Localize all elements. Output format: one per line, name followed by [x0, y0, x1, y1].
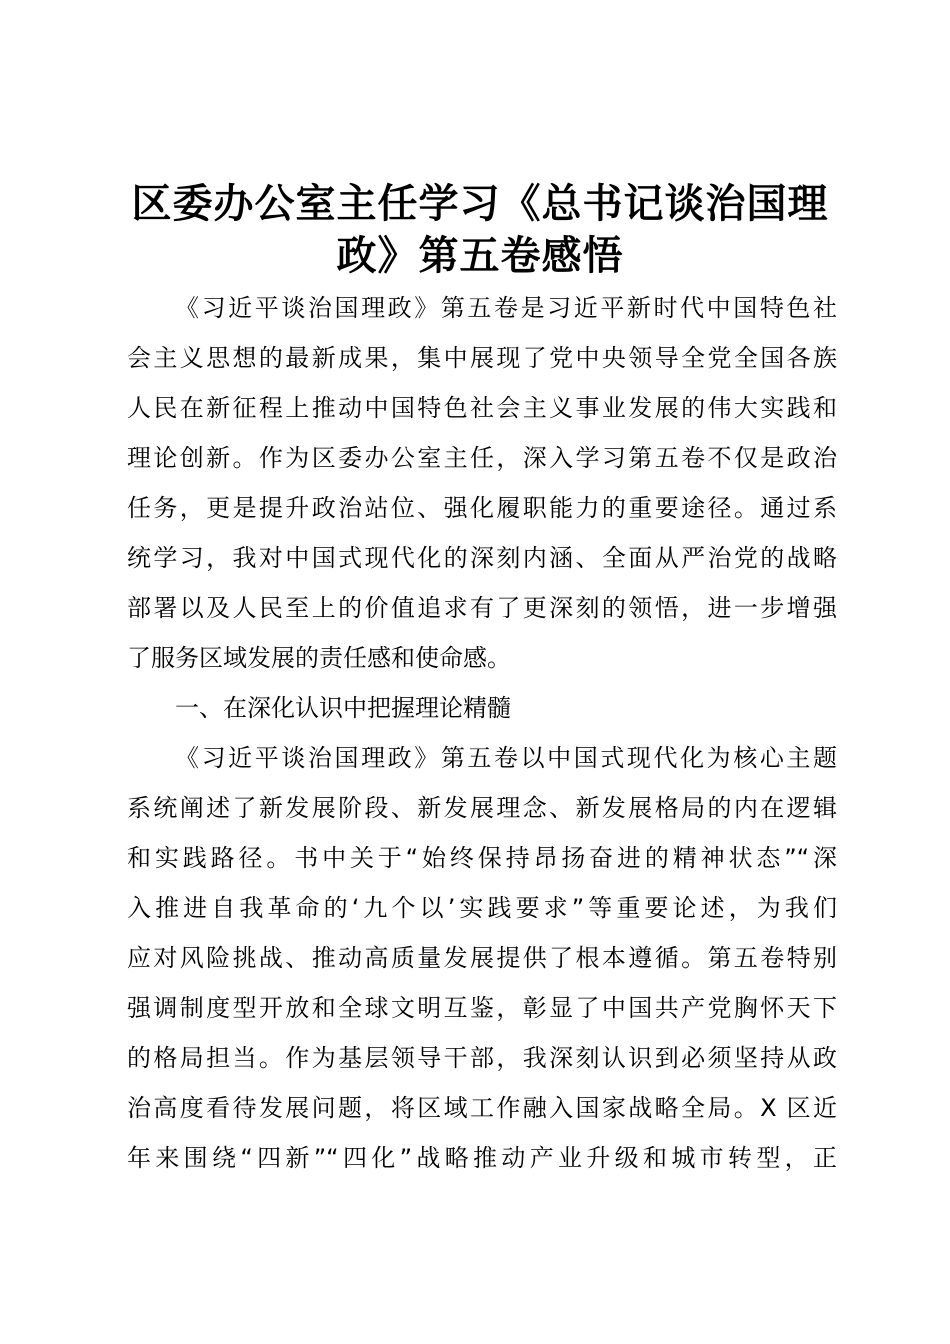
paragraph-line: 《习近平谈治国理政》第五卷以中国式现代化为核心主题	[175, 744, 837, 772]
paragraph-line: 统学习，我对中国式现代化的深刻内涵、全面从严治党的战略	[127, 544, 837, 572]
document-body	[127, 283, 837, 1183]
paragraph-line: 入推进自我革命的‘九个以’实践要求”等重要论述，为我们	[127, 894, 837, 922]
paragraph-line: 部署以及人民至上的价值追求有了更深刻的领悟，进一步增强	[127, 594, 837, 622]
paragraph-line: 应对风险挑战、推动高质量发展提供了根本遵循。第五卷特别	[127, 944, 837, 972]
paragraph-line: 《习近平谈治国理政》第五卷是习近平新时代中国特色社	[175, 294, 837, 322]
document-title	[110, 178, 850, 282]
section-heading: 一、在深化认识中把握理论精髓	[175, 694, 511, 722]
paragraph-section1	[127, 733, 837, 1183]
paragraph-line: 了服务区域发展的责任感和使命感。	[127, 644, 511, 672]
paragraph-line: 人民在新征程上推动中国特色社会主义事业发展的伟大实践和	[127, 394, 837, 422]
paragraph-line: 强调制度型开放和全球文明互鉴，彰显了中国共产党胸怀天下	[127, 994, 837, 1022]
paragraph-line: 理论创新。作为区委办公室主任，深入学习第五卷不仅是政治	[127, 444, 837, 472]
paragraph-line: 任务，更是提升政治站位、强化履职能力的重要途径。通过系	[127, 494, 837, 522]
paragraph-line: 和实践路径。书中关于“始终保持昂扬奋进的精神状态”“深	[127, 844, 837, 872]
paragraph-line: 会主义思想的最新成果，集中展现了党中央领导全党全国各族	[127, 344, 837, 372]
paragraph-line: 系统阐述了新发展阶段、新发展理念、新发展格局的内在逻辑	[127, 794, 837, 822]
title-line: 区委办公室主任学习《总书记谈治国理	[131, 181, 829, 227]
paragraph-line: 治高度看待发展问题，将区域工作融入国家战略全局。X 区近	[127, 1094, 837, 1122]
title-line: 政》第五卷感悟	[336, 233, 624, 279]
paragraph-line: 年来围绕“四新”“四化”战略推动产业升级和城市转型，正	[127, 1144, 837, 1172]
paragraph-intro	[127, 283, 837, 683]
paragraph-line: 的格局担当。作为基层领导干部，我深刻认识到必须坚持从政	[127, 1044, 837, 1072]
